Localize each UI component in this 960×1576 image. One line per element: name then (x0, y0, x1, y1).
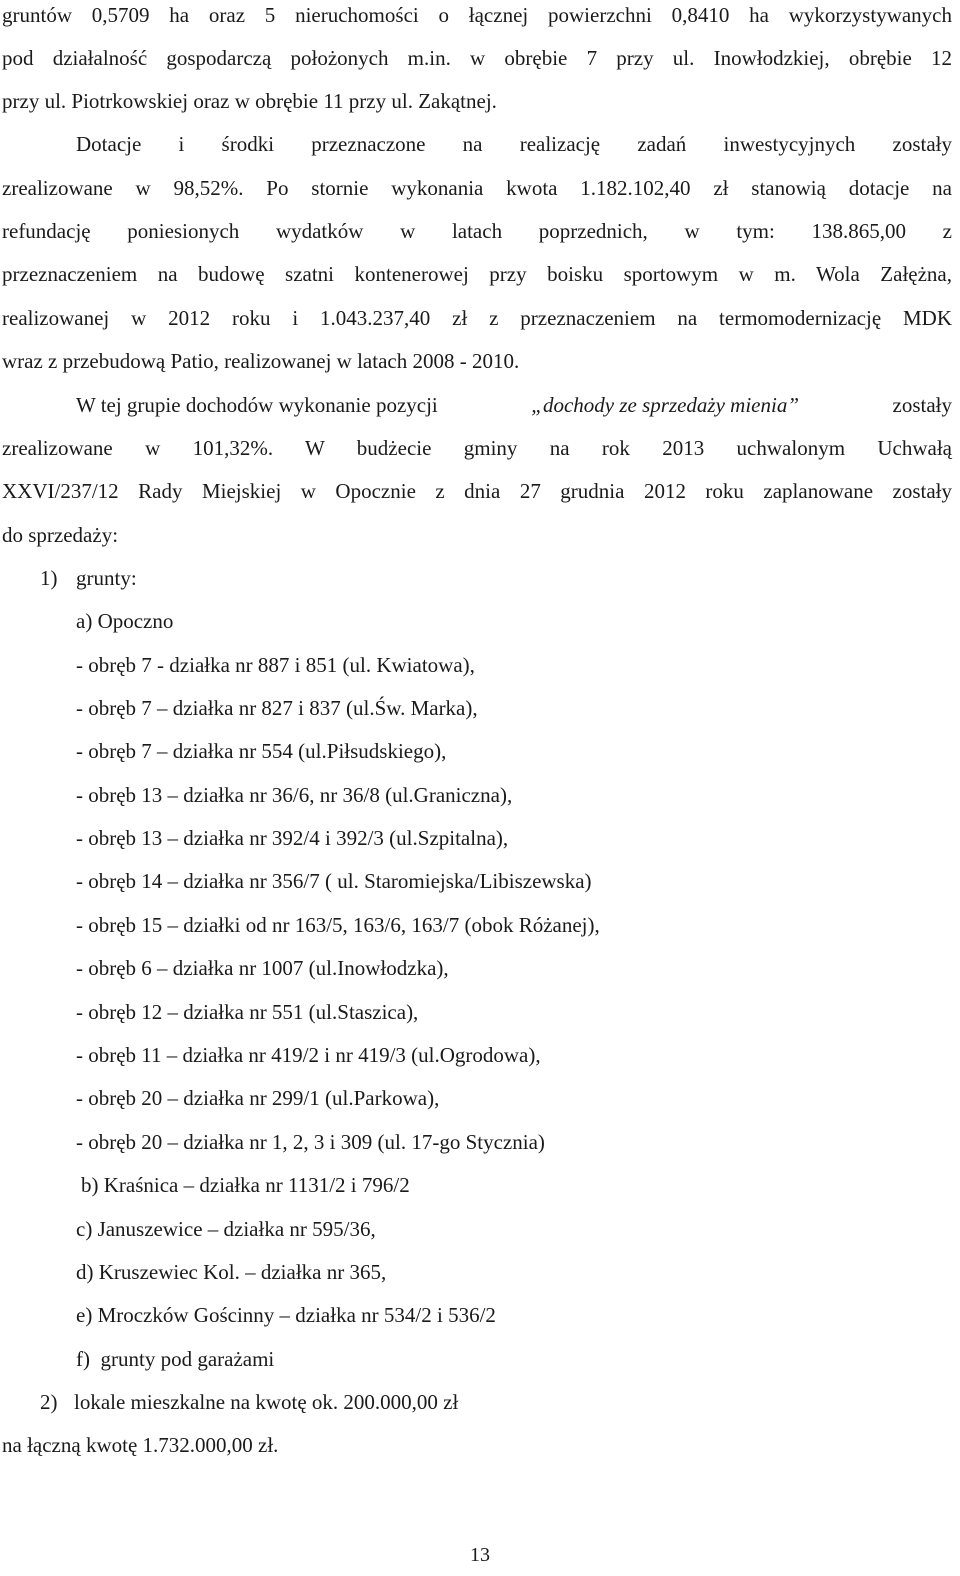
para2-line-5: realizowanej w 2012 roku i 1.043.237,40 zł z przeznaczeniem na termomodernizację MDK (2, 306, 952, 330)
para3-italic-term: „dochody ze sprzedaży mienia” (531, 393, 800, 417)
sub-item-e: e) Mroczków Gościnny – działka nr 534/2 i 536/2 (76, 1303, 496, 1327)
parcel-item: - obręb 11 – działka nr 419/2 i nr 419/3 (ul.Ogrodowa), (76, 1043, 541, 1067)
sub-item-b: b) Kraśnica – działka nr 1131/2 i 796/2 (81, 1173, 410, 1197)
para1-line-1: gruntów 0,5709 ha oraz 5 nieruchomości o łącznej powierzchni 0,8410 ha wykorzystywanych (2, 3, 952, 27)
para2-line-1: Dotacje i środki przeznaczone na realizację zadań inwestycyjnych zostały (76, 132, 952, 156)
parcel-item: - obręb 14 – działka nr 356/7 ( ul. Staromiejska/Libiszewska) (76, 869, 592, 893)
para3-line-2: zrealizowane w 101,32%. W budżecie gminy na rok 2013 uchwalonym Uchwałą (2, 436, 952, 460)
para1-line-3: przy ul. Piotrkowskiej oraz w obrębie 11 przy ul. Zakątnej. (2, 89, 497, 113)
list-item-1-number: 1) (40, 566, 58, 590)
parcel-item: - obręb 13 – działka nr 36/6, nr 36/8 (ul.Graniczna), (76, 783, 513, 807)
para2-line-2: zrealizowane w 98,52%. Po stornie wykonania kwota 1.182.102,40 zł stanowią dotacje na (2, 176, 952, 200)
parcel-item: - obręb 20 – działka nr 299/1 (ul.Parkowa), (76, 1086, 440, 1110)
sub-item-d: d) Kruszewiec Kol. – działka nr 365, (76, 1260, 387, 1284)
parcel-item: - obręb 15 – działki od nr 163/5, 163/6, 163/7 (obok Różanej), (76, 913, 600, 937)
para3-line-1 (76, 392, 952, 418)
parcel-item: - obręb 7 – działka nr 554 (ul.Piłsudskiego), (76, 739, 447, 763)
para2-line-4: przeznaczeniem na budowę szatni kontenerowej przy boisku sportowym w m. Wola Załężna, (2, 262, 952, 286)
para2-line-6: wraz z przebudową Patio, realizowanej w latach 2008 - 2010. (2, 349, 520, 373)
list-item-1-label: grunty: (76, 566, 137, 590)
sub-item-a: a) Opoczno (76, 609, 174, 633)
parcel-item: - obręb 20 – działka nr 1, 2, 3 i 309 (ul. 17-go Stycznia) (76, 1130, 545, 1154)
sub-item-f: f) grunty pod garażami (76, 1347, 275, 1371)
parcel-item: - obręb 7 – działka nr 827 i 837 (ul.Św. Marka), (76, 696, 478, 720)
para1-line-2: pod działalność gospodarczą położonych m.in. w obrębie 7 przy ul. Inowłodzkiej, obrębie 12 (2, 46, 952, 70)
sub-item-c: c) Januszewice – działka nr 595/36, (76, 1217, 376, 1241)
page-number: 13 (470, 1544, 490, 1566)
parcel-item: - obręb 7 - działka nr 887 i 851 (ul. Kwiatowa), (76, 653, 475, 677)
parcel-item: - obręb 13 – działka nr 392/4 i 392/3 (ul.Szpitalna), (76, 826, 509, 850)
para2-line-3: refundację poniesionych wydatków w latach poprzednich, w tym: 138.865,00 z (2, 219, 952, 243)
para3-text-before: W tej grupie dochodów wykonanie pozycji (76, 393, 444, 417)
list-item-2-number: 2) (40, 1390, 58, 1414)
para3-line-4: do sprzedaży: (2, 523, 119, 547)
parcel-item: - obręb 12 – działka nr 551 (ul.Staszica), (76, 1000, 419, 1024)
para3-text-after: zostały (887, 393, 952, 417)
para3-line-3: XXVI/237/12 Rady Miejskiej w Opocznie z dnia 27 grudnia 2012 roku zaplanowane zostały (2, 479, 952, 503)
list-item-2-label: lokale mieszkalne na kwotę ok. 200.000,00 zł (74, 1390, 459, 1414)
total-amount: na łączną kwotę 1.732.000,00 zł. (2, 1433, 279, 1457)
parcel-item: - obręb 6 – działka nr 1007 (ul.Inowłodzka), (76, 956, 449, 980)
